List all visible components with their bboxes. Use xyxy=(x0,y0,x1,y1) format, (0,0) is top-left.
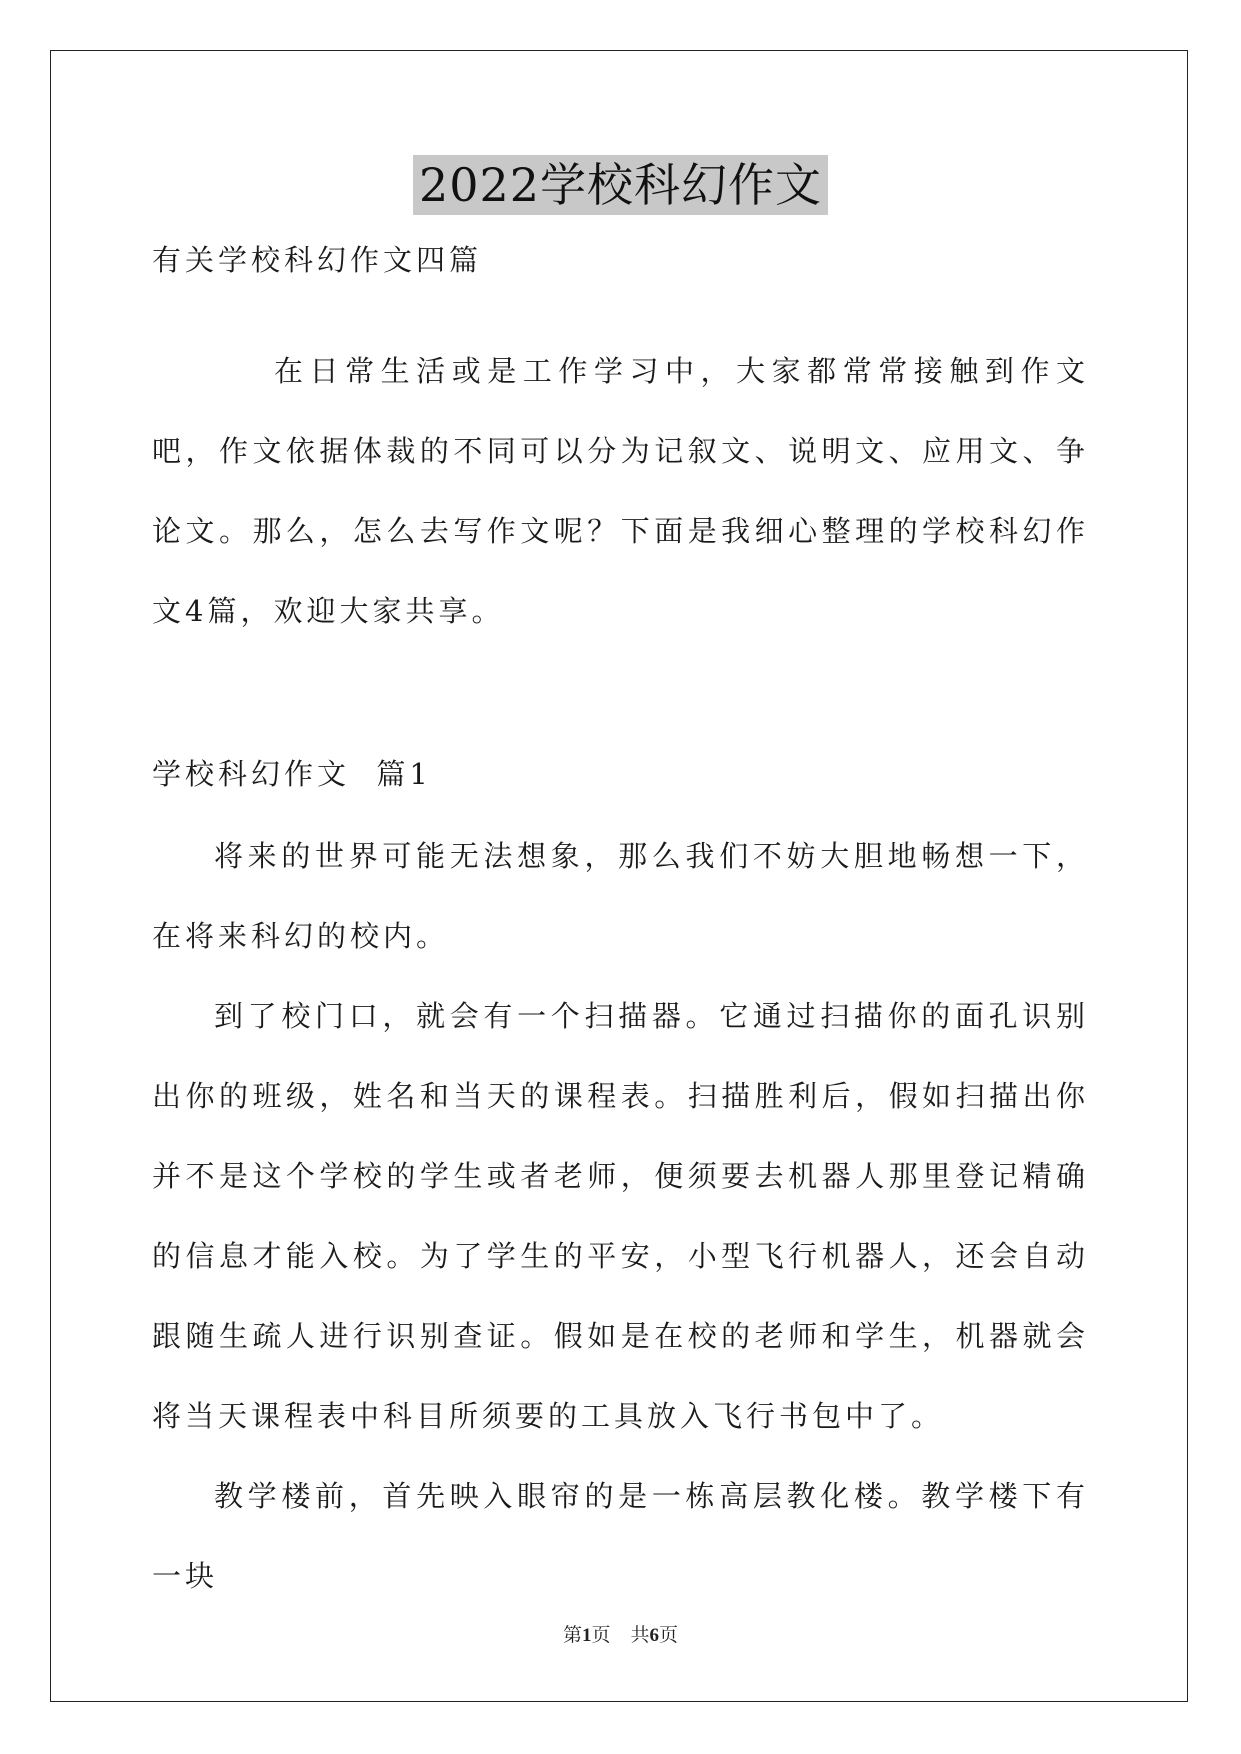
document-title: 2022学校科幻作文 xyxy=(413,155,828,215)
current-page-number: 1 xyxy=(581,1625,592,1646)
footer-total-suffix: 页 xyxy=(659,1625,679,1646)
footer-prefix: 第 xyxy=(562,1625,582,1646)
essay-paragraph: 到了校门口，就会有一个扫描器。它通过扫描你的面孔识别出你的班级，姓名和当天的课程表。扫描胜利后，假如扫描出你并不是这个学校的学生或者老师，便须要去机器人那里登记精确的信息才能入校。为了学生的平安，小型飞行机器人，还会自动跟随生疏人进行识别查证。假如是在校的老师和学生，机器就会将当天课程表中科目所须要的工具放入飞行书包中了。 xyxy=(152,999,1089,1433)
intro-paragraph: 在日常生活或是工作学习中，大家都常常接触到作文吧，作文依据体裁的不同可以分为记叙文、说明文、应用文、争论文。那么，怎么去写作文呢？下面是我细心整理的学校科幻作文4篇，欢迎大家共享。 xyxy=(152,354,1089,628)
section-heading-text: 学校科幻作文 篇1 xyxy=(152,757,432,791)
title-container xyxy=(0,155,1241,215)
section-heading xyxy=(152,734,1089,814)
footer-page-suffix: 页 xyxy=(591,1625,611,1646)
page-footer xyxy=(0,1620,1241,1647)
essay-paragraph: 教学楼前，首先映入眼帘的是一栋高层教化楼。教学楼下有一块 xyxy=(152,1479,1089,1593)
footer-total-prefix: 共 xyxy=(630,1625,650,1646)
essay-paragraph: 将来的世界可能无法想象，那么我们不妨大胆地畅想一下，在将来科幻的校内。 xyxy=(152,839,1089,953)
document-subtitle: 有关学校科幻作文四篇 xyxy=(152,243,483,277)
essay-body xyxy=(152,816,1089,1616)
total-pages-number: 6 xyxy=(649,1625,660,1646)
